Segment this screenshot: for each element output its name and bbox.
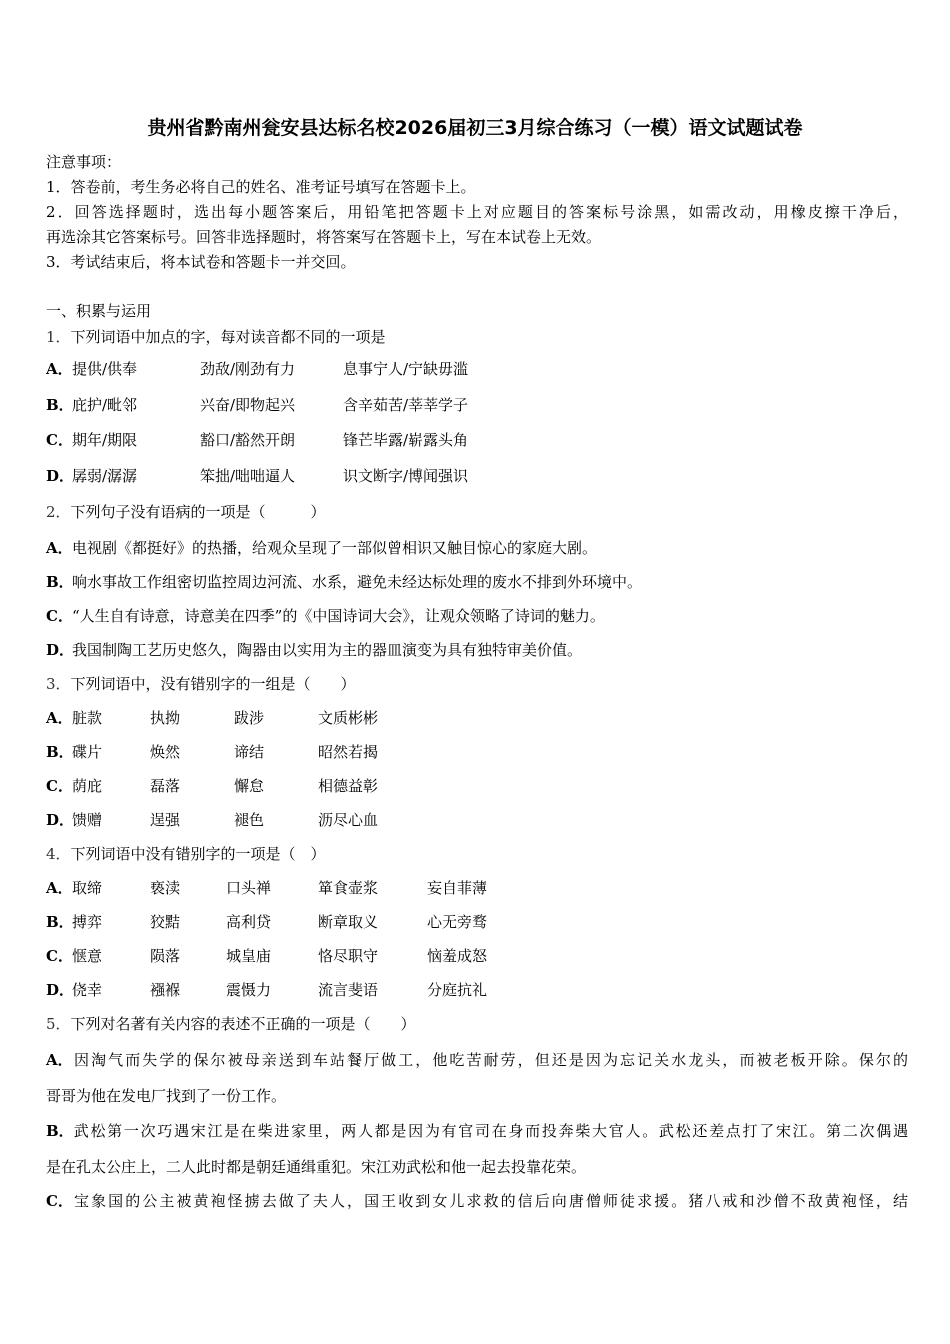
- question-number: 2．: [46, 503, 71, 521]
- question-text: 下列词语中没有错别字的一项是（ ）: [70, 845, 326, 863]
- option-cell: 恼羞成怒: [427, 947, 488, 965]
- option-cell: 搏弈: [72, 913, 103, 931]
- question-text: 下列句子没有语病的一项是（ ）: [70, 503, 326, 521]
- notice-heading: 注意事项：: [46, 153, 122, 171]
- option-cell: 文质彬彬: [318, 709, 379, 727]
- notice-item-2: 2．回答选择题时，选出每小题答案后，用铅笔把答题卡上对应题目的答案标号涂黑，如需改动，用橡皮擦干净后，: [46, 203, 908, 221]
- q5-option-b[interactable]: [46, 1120, 908, 1141]
- option-label: A．: [46, 539, 73, 557]
- option-cell: 息事宁人/宁缺毋滥: [343, 360, 469, 378]
- option-cell: 箪食壶浆: [318, 879, 379, 897]
- option-label: A．: [46, 879, 73, 897]
- option-text: 宝象国的公主被黄袍怪掳去做了夫人，国王收到女儿求救的信后向唐僧师徒求援。猪八戒和沙僧不敌黄袍怪，结: [72, 1192, 908, 1210]
- option-cell: 识文断字/博闻强识: [343, 467, 469, 485]
- option-cell: 荫庇: [72, 777, 103, 795]
- option-cell: 提供/供奉: [72, 360, 138, 378]
- option-cell: 谛结: [234, 743, 265, 761]
- notice-item-1: 1．答卷前，考生务必将自己的姓名、准考证号填写在答题卡上。: [46, 178, 476, 196]
- option-label: D．: [46, 641, 75, 659]
- question-1-stem: [46, 326, 386, 347]
- option-cell: 惬意: [72, 947, 103, 965]
- option-label: A．: [46, 1051, 73, 1069]
- question-2-stem: [46, 501, 326, 522]
- option-label: C．: [46, 1192, 73, 1210]
- option-cell: 锋芒毕露/崭露头角: [343, 431, 469, 449]
- question-5-stem: [46, 1013, 416, 1034]
- notice-item-2-cont: 再选涂其它答案标号。回答非选择题时，将答案写在答题卡上，写在本试卷上无效。: [46, 228, 602, 246]
- option-cell: 沥尽心血: [318, 811, 379, 829]
- q2-option-d[interactable]: [46, 639, 582, 660]
- option-label: C．: [46, 777, 73, 795]
- question-number: 5．: [46, 1015, 71, 1033]
- exam-title: 贵州省黔南州瓮安县达标名校2026届初三3月综合练习（一模）语文试题试卷: [147, 117, 803, 139]
- option-cell: 狡黠: [150, 913, 181, 931]
- option-cell: 襁褓: [150, 981, 181, 999]
- option-cell: 断章取义: [318, 913, 379, 931]
- option-cell: 焕然: [150, 743, 181, 761]
- option-text: 电视剧《都挺好》的热播，给观众呈现了一部似曾相识又触目惊心的家庭大剧。: [72, 539, 598, 557]
- q2-option-b[interactable]: [46, 571, 642, 592]
- option-label: D．: [46, 811, 75, 829]
- q5-option-b-cont: 是在孔太公庄上，二人此时都是朝廷通缉重犯。宋江劝武松和他一起去投靠花荣。: [46, 1158, 587, 1176]
- question-number: 1．: [46, 328, 71, 346]
- question-4-stem: [46, 843, 326, 864]
- option-label: B．: [46, 396, 74, 414]
- question-3-stem: [46, 673, 356, 694]
- option-label: C．: [46, 431, 73, 449]
- option-cell: 恪尽职守: [318, 947, 379, 965]
- option-label: B．: [46, 743, 74, 761]
- question-text: 下列对名著有关内容的表述不正确的一项是（ ）: [70, 1015, 416, 1033]
- option-cell: 陨落: [150, 947, 181, 965]
- option-label: A．: [46, 360, 73, 378]
- option-text: 武松第一次巧遇宋江是在柴进家里，两人都是因为有官司在身而投奔柴大官人。武松还差点打了宋江。第二次偶遇: [72, 1122, 908, 1140]
- option-cell: 取缔: [72, 879, 103, 897]
- option-label: B．: [46, 573, 74, 591]
- option-label: C．: [46, 947, 73, 965]
- option-text: 因淘气而失学的保尔被母亲送到车站餐厅做工，他吃苦耐劳，但还是因为忘记关水龙头，而被老板开除。保尔的: [72, 1051, 908, 1069]
- option-label: D．: [46, 981, 75, 999]
- option-cell: 笨拙/咄咄逼人: [200, 467, 296, 485]
- option-cell: 昭然若揭: [318, 743, 379, 761]
- section-heading: 一、积累与运用: [46, 302, 152, 320]
- option-cell: 震慑力: [226, 981, 272, 999]
- option-cell: 亵渎: [150, 879, 181, 897]
- option-cell: 劲敌/刚劲有力: [200, 360, 296, 378]
- option-cell: 侥幸: [72, 981, 103, 999]
- option-cell: 期年/期限: [72, 431, 138, 449]
- q2-option-a[interactable]: [46, 537, 597, 558]
- option-cell: 脏款: [72, 709, 103, 727]
- option-cell: 逞强: [150, 811, 181, 829]
- option-cell: 高利贷: [226, 913, 272, 931]
- option-cell: 庇护/毗邻: [72, 396, 138, 414]
- option-cell: 兴奋/即物起兴: [200, 396, 296, 414]
- option-label: B．: [46, 1122, 74, 1140]
- option-label: B．: [46, 913, 74, 931]
- option-cell: 碟片: [72, 743, 103, 761]
- option-cell: 跋涉: [234, 709, 265, 727]
- question-text: 下列词语中加点的字，每对读音都不同的一项是: [70, 328, 386, 346]
- question-text: 下列词语中，没有错别字的一组是（ ）: [70, 675, 356, 693]
- option-label: A．: [46, 709, 73, 727]
- option-cell: 妄自菲薄: [427, 879, 488, 897]
- option-text: 响水事故工作组密切监控周边河流、水系，避免未经达标处理的废水不排到外环境中。: [72, 573, 643, 591]
- option-text: 我国制陶工艺历史悠久，陶器由以实用为主的器皿演变为具有独特审美价值。: [72, 641, 583, 659]
- option-cell: 懈怠: [234, 777, 265, 795]
- option-cell: 执拗: [150, 709, 181, 727]
- option-cell: 豁口/豁然开朗: [200, 431, 296, 449]
- notice-item-3: 3．考试结束后，将本试卷和答题卡一并交回。: [46, 253, 356, 271]
- option-cell: 馈赠: [72, 811, 103, 829]
- question-number: 4．: [46, 845, 71, 863]
- option-label: C．: [46, 607, 73, 625]
- option-label: D．: [46, 467, 75, 485]
- option-cell: 磊落: [150, 777, 181, 795]
- option-cell: 城皇庙: [226, 947, 272, 965]
- option-cell: 心无旁骛: [427, 913, 488, 931]
- option-cell: 褪色: [234, 811, 265, 829]
- option-cell: 相德益彰: [318, 777, 379, 795]
- option-cell: 含辛茹苦/莘莘学子: [343, 396, 469, 414]
- question-number: 3．: [46, 675, 71, 693]
- q5-option-a[interactable]: [46, 1049, 908, 1070]
- q5-option-c[interactable]: [46, 1190, 908, 1211]
- option-cell: 流言斐语: [318, 981, 379, 999]
- option-cell: 口头禅: [226, 879, 272, 897]
- q5-option-a-cont: 哥哥为他在发电厂找到了一份工作。: [46, 1087, 287, 1105]
- option-text: “人生自有诗意，诗意美在四季”的《中国诗词大会》，让观众领略了诗词的魅力。: [72, 607, 605, 625]
- option-cell: 孱弱/潺潺: [72, 467, 138, 485]
- q2-option-c[interactable]: [46, 605, 605, 626]
- option-cell: 分庭抗礼: [427, 981, 488, 999]
